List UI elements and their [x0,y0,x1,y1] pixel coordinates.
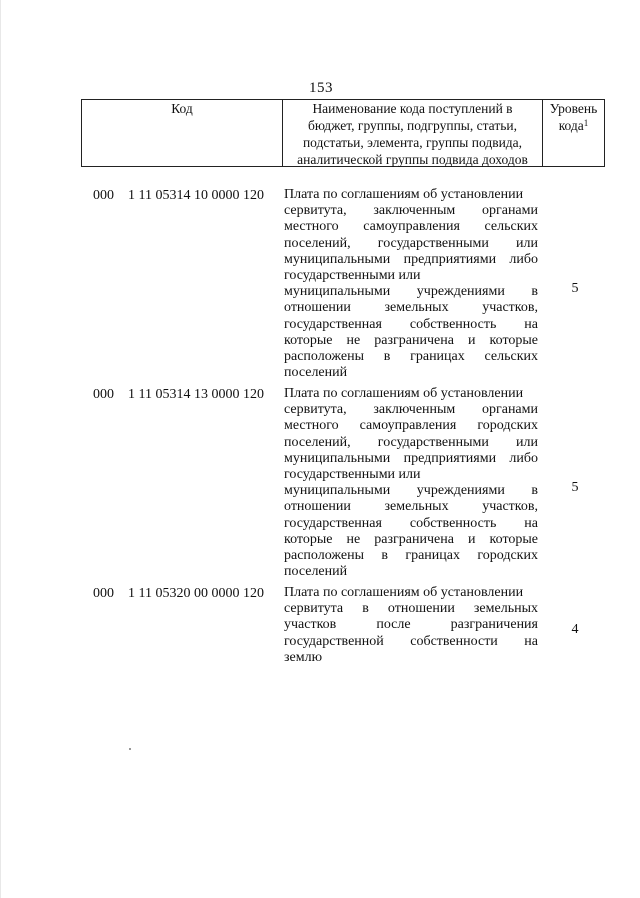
description-line: государственная собственность на [284,316,538,332]
row-admin-code: 000 [93,387,114,402]
description-line: государственной собственности на [284,633,538,649]
description-line: Плата по соглашениям об установлении [284,187,524,202]
row-income-code: 1 11 05314 10 0000 120 [128,188,264,203]
description-line: местного самоуправления сельских [284,219,538,235]
description-line: государственная собственность на [284,515,538,531]
header-level-footnote: 1 [583,118,589,128]
description-line: поселений [284,564,348,580]
description-line: отношении земельных участков, [284,499,538,515]
header-name-cell [283,100,543,166]
description-line: расположены в границах городских [284,548,538,564]
row-admin-code: 000 [93,586,114,601]
header-name-line: бюджет, группы, подгруппы, статьи, [308,118,517,133]
description-line: сервитута, заключенным органами [284,402,538,418]
description-line: муниципальными предприятиями либо [284,450,538,466]
description-line: расположены в границах сельских [284,349,538,365]
table-header [81,99,605,167]
header-level-word: кода [558,118,584,133]
description-line: участков после разграничения [284,617,538,633]
description-line: сервитута, заключенным органами [284,203,538,219]
row-description [284,187,538,381]
description-line: государственными или [284,268,421,284]
page-number: 153 [309,80,333,96]
description-line: муниципальными учреждениями в [284,483,538,499]
description-line: которые не разграничена и которые [284,531,538,547]
description-line: сервитута в отношении земельных [284,601,538,617]
row-level: 5 [571,480,579,495]
description-line: которые не разграничена и которые [284,332,538,348]
row-admin-code: 000 [93,188,114,203]
row-level: 4 [571,622,579,637]
row-income-code: 1 11 05320 00 0000 120 [128,586,264,601]
description-line: отношении земельных участков, [284,300,538,316]
description-line: поселений, государственными или [284,434,538,450]
description-line: муниципальными предприятиями либо [284,251,538,267]
row-income-code: 1 11 05314 13 0000 120 [128,387,264,402]
description-line: Плата по соглашениям об установлении [284,585,524,600]
header-name-line: подстатьи, элемента, группы подвида, [302,135,523,150]
description-line: поселений [284,365,348,381]
header-code-cell [82,100,283,166]
row-level: 5 [571,281,579,296]
description-line: местного самоуправления городских [284,418,538,434]
header-level-line1: Уровень [549,101,598,116]
description-line: муниципальными учреждениями в [284,284,538,300]
row-description [284,386,538,580]
header-name-line: аналитической группы подвида доходов [297,152,528,167]
description-line: землю [284,649,323,665]
description-line: поселений, государственными или [284,235,538,251]
row-description [284,585,538,666]
header-level-line2 [543,117,604,134]
description-line: Плата по соглашениям об установлении [284,386,524,401]
header-name-line: Наименование кода поступлений в [312,101,513,116]
scan-speck [129,748,131,750]
header-code-label: Код [171,101,193,116]
header-level-cell [543,100,604,166]
description-line: государственными или [284,467,421,483]
